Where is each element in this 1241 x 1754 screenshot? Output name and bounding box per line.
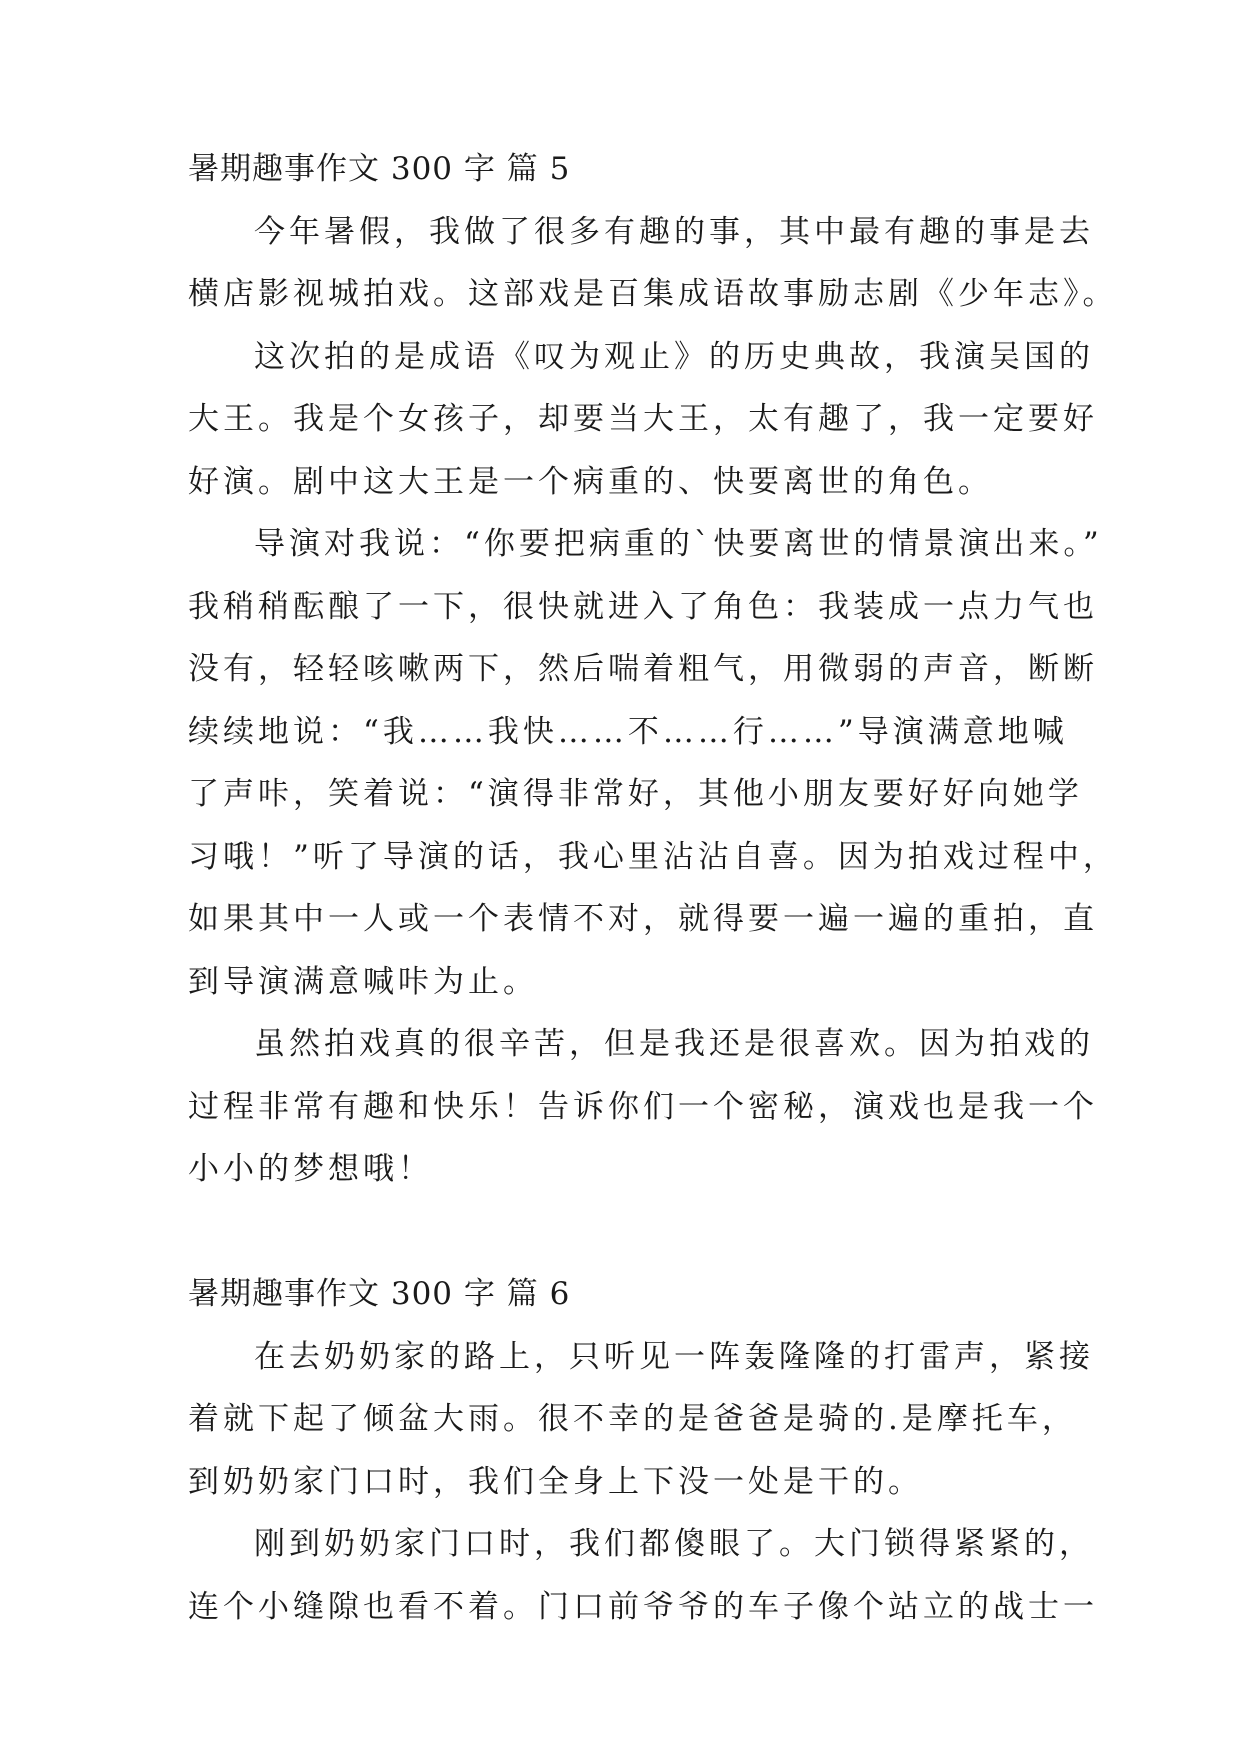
paragraph-line: 如果其中一人或一个表情不对，就得要一遍一遍的重拍，直 xyxy=(188,901,1098,937)
section-heading: 暑期趣事作文 300 字 篇 5 xyxy=(188,151,571,187)
paragraph-line: 刚到奶奶家门口时，我们都傻眼了。大门锁得紧紧的， xyxy=(254,1526,1094,1562)
paragraph-line: 大王。我是个女孩子，却要当大王，太有趣了，我一定要好 xyxy=(188,401,1098,437)
paragraph-line: 到导演满意喊咔为止。 xyxy=(188,964,538,1000)
paragraph-line: 虽然拍戏真的很辛苦，但是我还是很喜欢。因为拍戏的 xyxy=(254,1026,1094,1062)
paragraph-line: 没有，轻轻咳嗽两下，然后喘着粗气，用微弱的声音，断断 xyxy=(188,651,1098,687)
paragraph-line: 过程非常有趣和快乐！告诉你们一个密秘，演戏也是我一个 xyxy=(188,1089,1098,1125)
paragraph-line: 到奶奶家门口时，我们全身上下没一处是干的。 xyxy=(188,1464,923,1500)
section-heading: 暑期趣事作文 300 字 篇 6 xyxy=(188,1276,571,1312)
paragraph-line: 了声咔，笑着说：“演得非常好，其他小朋友要好好向她学 xyxy=(188,776,1083,812)
paragraph-line: 今年暑假，我做了很多有趣的事，其中最有趣的事是去 xyxy=(254,214,1094,250)
paragraph-line: 小小的梦想哦！ xyxy=(188,1151,433,1187)
paragraph-line: 导演对我说：“你要把病重的`快要离世的情景演出来。” xyxy=(254,526,1103,562)
paragraph-line: 好演。剧中这大王是一个病重的、快要离世的角色。 xyxy=(188,464,993,500)
paragraph-line: 这次拍的是成语《叹为观止》的历史典故，我演吴国的 xyxy=(254,339,1094,375)
paragraph-line: 续续地说：“我……我快……不……行……”导演满意地喊 xyxy=(188,714,1068,750)
paragraph-line: 着就下起了倾盆大雨。很不幸的是爸爸是骑的.是摩托车， xyxy=(188,1401,1077,1437)
paragraph-line: 在去奶奶家的路上，只听见一阵轰隆隆的打雷声，紧接 xyxy=(254,1339,1094,1375)
paragraph-line: 我稍稍酝酿了一下，很快就进入了角色：我装成一点力气也 xyxy=(188,589,1098,625)
paragraph-line: 连个小缝隙也看不着。门口前爷爷的车子像个站立的战士一 xyxy=(188,1589,1098,1625)
paragraph-line: 横店影视城拍戏。这部戏是百集成语故事励志剧《少年志》。 xyxy=(188,276,1118,312)
paragraph-line: 习哦！”听了导演的话，我心里沾沾自喜。因为拍戏过程中， xyxy=(188,839,1118,875)
